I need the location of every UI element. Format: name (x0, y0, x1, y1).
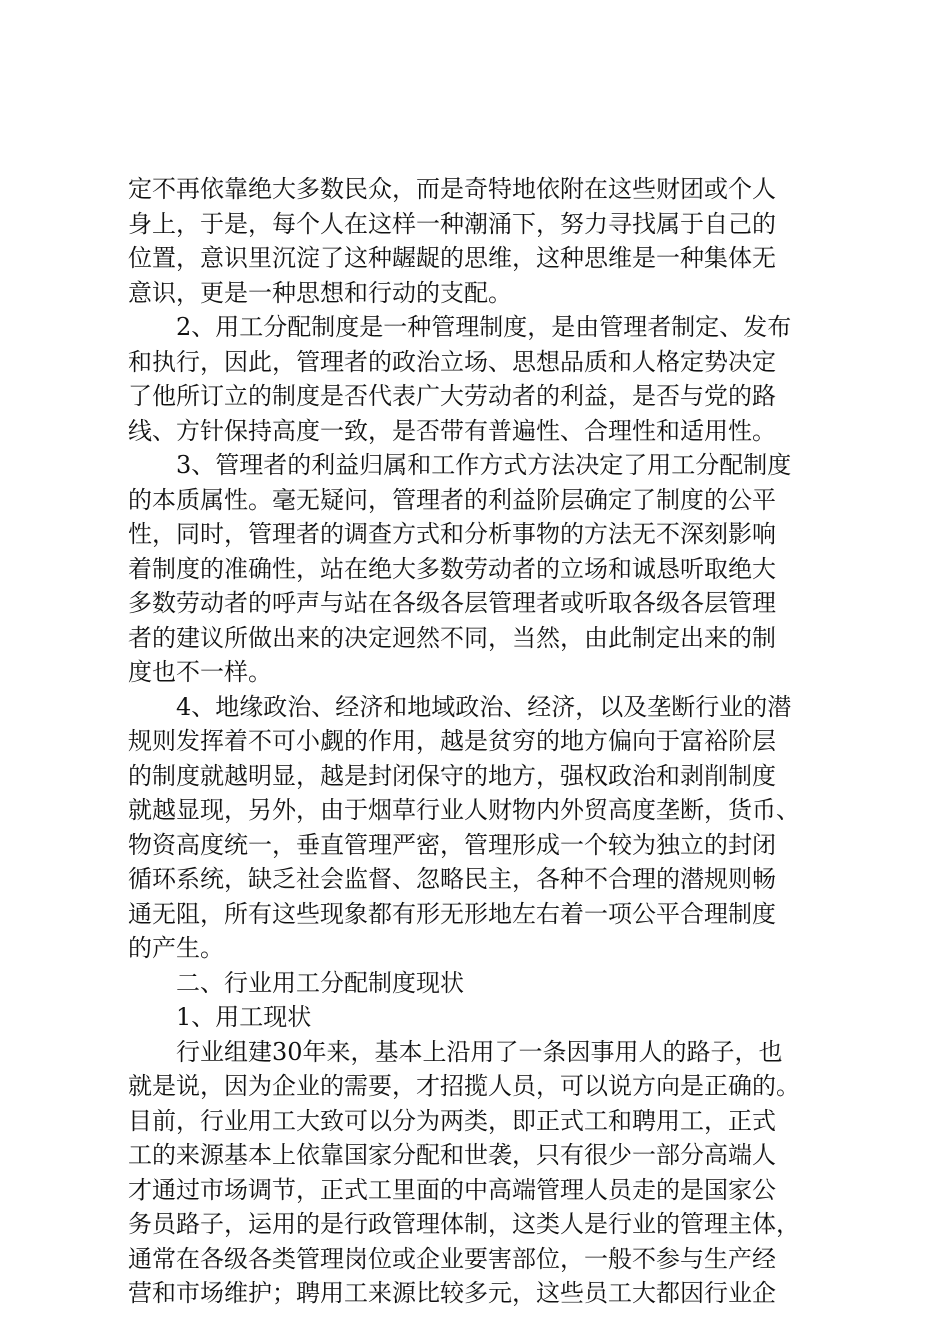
paragraph-start-line: 行业组建30年来，基本上沿用了一条因事用人的路子，也 (176, 1037, 783, 1066)
text-line: 才通过市场调节，正式工里面的中高端管理人员走的是国家公 (128, 1175, 776, 1204)
subsection-heading: 1、用工现状 (176, 1003, 312, 1031)
text-line: 度也不一样。 (128, 658, 272, 686)
text-line: 就越显现，另外，由于烟草行业人财物内外贸高度垄断，货币、 (128, 796, 800, 824)
text-line: 的本质属性。毫无疑问，管理者的利益阶层确定了制度的公平 (128, 485, 776, 514)
section-heading: 二、行业用工分配制度现状 (176, 968, 464, 997)
text-line: 线、方针保持高度一致，是否带有普遍性、合理性和适用性。 (128, 416, 776, 445)
text-line: 通常在各级各类管理岗位或企业要害部位，一般不参与生产经 (128, 1244, 776, 1273)
text-line: 的产生。 (128, 934, 224, 962)
text-line: 工的来源基本上依靠国家分配和世袭，只有很少一部分高端人 (128, 1141, 776, 1169)
text-line: 身上，于是，每个人在这样一种潮涌下，努力寻找属于自己的 (128, 209, 776, 238)
text-line: 位置，意识里沉淀了这种龌龊的思维，这种思维是一种集体无 (128, 244, 776, 272)
text-line: 务员路子，运用的是行政管理体制，这类人是行业的管理主体， (128, 1210, 800, 1238)
paragraph-start-line: 3、管理者的利益归属和工作方式方法决定了用工分配制度 (176, 451, 792, 479)
text-line: 的制度就越明显，越是封闭保守的地方，强权政治和剥削制度 (128, 761, 776, 790)
text-line: 通无阻，所有这些现象都有形无形地左右着一项公平合理制度 (128, 899, 776, 928)
text-line: 目前，行业用工大致可以分为两类，即正式工和聘用工，正式 (128, 1106, 776, 1135)
text-line: 着制度的准确性，站在绝大多数劳动者的立场和诚恳听取绝大 (128, 554, 776, 583)
text-line: 者的建议所做出来的决定迥然不同，当然，由此制定出来的制 (128, 623, 776, 652)
paragraph-start-line: 2、用工分配制度是一种管理制度，是由管理者制定、发布 (176, 313, 792, 341)
text-line: 性，同时，管理者的调查方式和分析事物的方法无不深刻影响 (128, 520, 776, 548)
text-line: 营和市场维护；聘用工来源比较多元，这些员工大都因行业企 (128, 1279, 776, 1307)
text-line: 了他所订立的制度是否代表广大劳动者的利益，是否与党的路 (128, 382, 776, 410)
document-body (128, 172, 848, 1311)
text-line: 循环系统，缺乏社会监督、忽略民主，各种不合理的潜规则畅 (128, 865, 776, 893)
text-line: 就是说，因为企业的需要，才招揽人员，可以说方向是正确的。 (128, 1072, 800, 1100)
text-line: 多数劳动者的呼声与站在各级各层管理者或听取各级各层管理 (128, 589, 776, 617)
text-line: 物资高度统一，垂直管理严密，管理形成一个较为独立的封闭 (128, 830, 776, 859)
paragraph-start-line: 4、地缘政治、经济和地域政治、经济，以及垄断行业的潜 (176, 692, 792, 721)
text-line: 和执行，因此，管理者的政治立场、思想品质和人格定势决定 (128, 347, 776, 376)
text-line: 规则发挥着不可小觑的作用，越是贫穷的地方偏向于富裕阶层 (128, 727, 776, 755)
text-line: 意识，更是一种思想和行动的支配。 (128, 278, 512, 307)
text-line: 定不再依靠绝大多数民众，而是奇特地依附在这些财团或个人 (128, 175, 776, 203)
